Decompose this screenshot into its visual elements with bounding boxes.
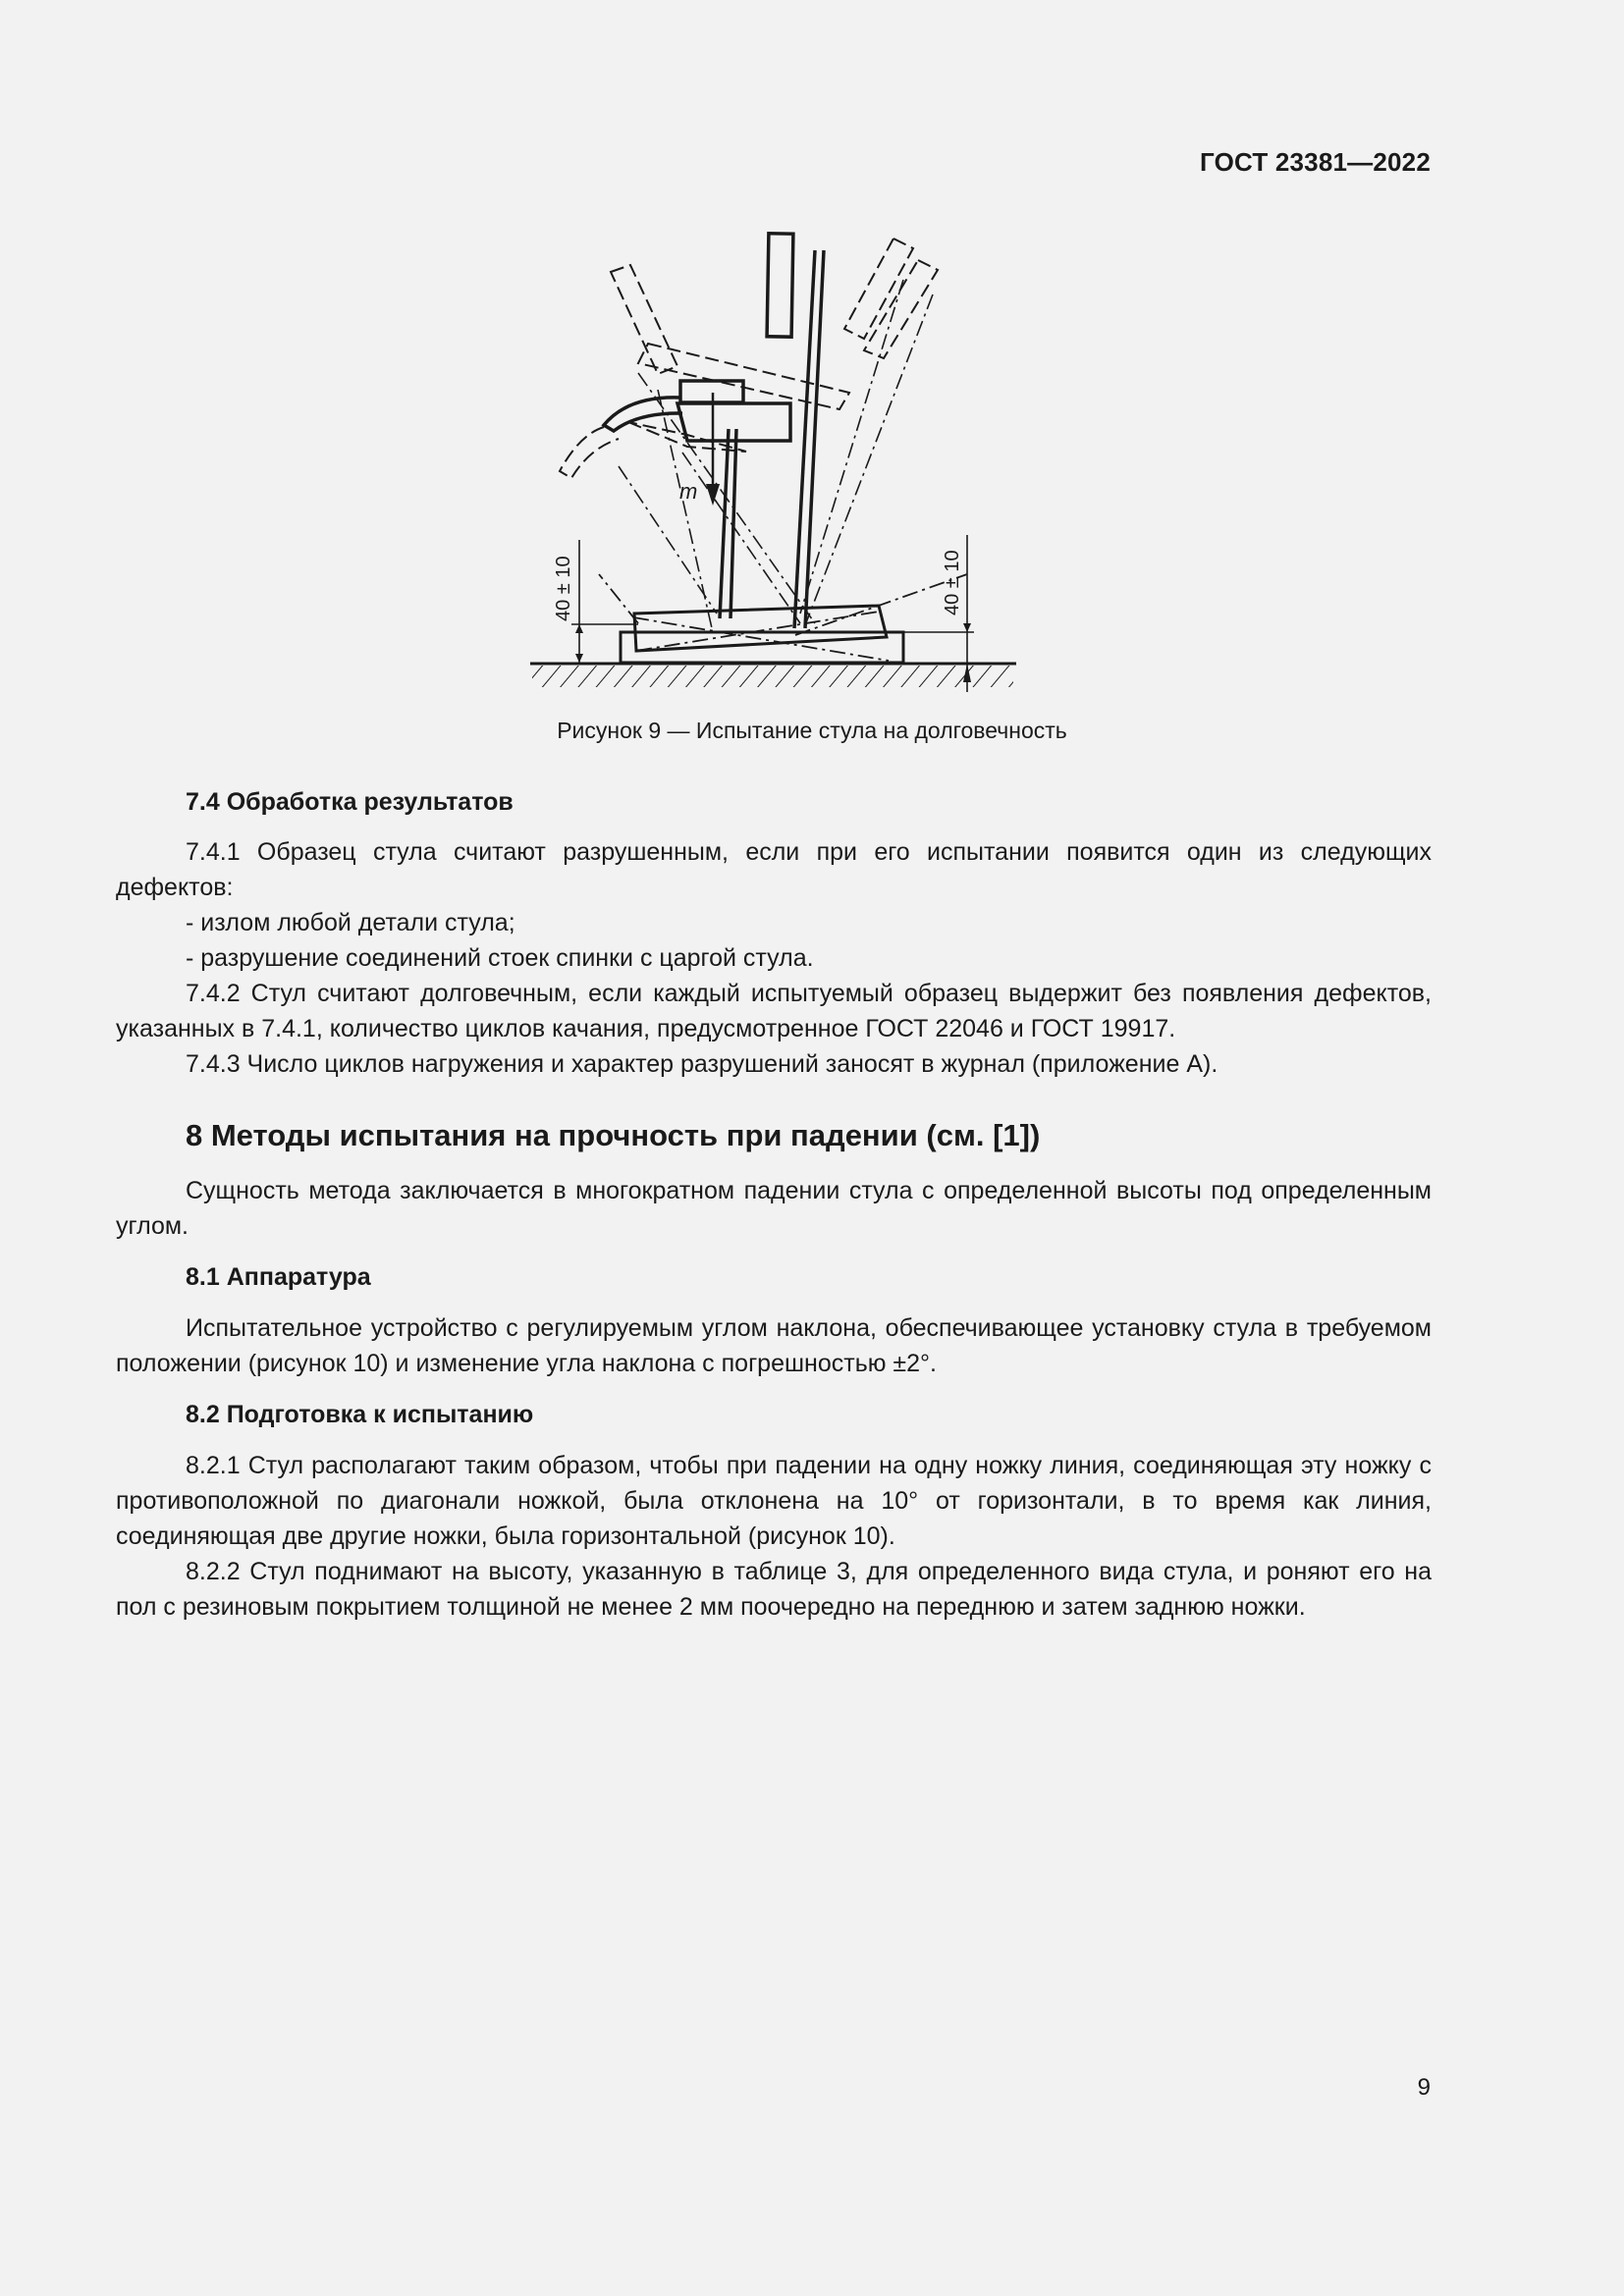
list-item: - излом любой детали стула;: [186, 909, 515, 936]
chair-back: [767, 234, 793, 337]
section-heading: 8.2 Подготовка к испытанию: [186, 1401, 534, 1428]
paragraph: 8.2.1 Стул располагают таким образом, чтобы при падении на одну ножку линия, соединяющая эту ножку с противоположной по диагонали ножкой, была отклонена на 10° от горизонтали, в то время как линия, соединяющая две другие ножки, была горизонтальной (рисунок 10).: [116, 1452, 1432, 1550]
paragraph: 7.4.2 Стул считают долговечным, если каждый испытуемый образец выдержит без появления дефектов, указанных в 7.4.1, количество циклов качания, предусмотренное ГОСТ 22046 и ГОСТ 19917.: [116, 980, 1432, 1042]
section-heading: 7.4 Обработка результатов: [186, 788, 514, 816]
section-8: [116, 1118, 1432, 1625]
list-item: - разрушение соединений стоек спинки с царгой стула.: [186, 944, 814, 972]
section-7-4: [116, 784, 1432, 1082]
base-platform: [621, 632, 903, 663]
paragraph: Испытательное устройство с регулируемым углом наклона, обеспечивающее установку стула в требуемом положении (рисунок 10) и изменение угла наклона с погрешностью ±2°.: [116, 1314, 1432, 1377]
paragraph: 7.4.1 Образец стула считают разрушенным, если при его испытании появится один из следующих дефектов:: [116, 838, 1432, 901]
figure-chair-durability-test: [520, 221, 1031, 707]
dim-left: 40 ± 10: [553, 556, 574, 621]
document-header: ГОСТ 23381—2022: [1200, 147, 1431, 177]
dim-right: 40 ± 10: [942, 550, 963, 615]
paragraph: 7.4.3 Число циклов нагружения и характер разрушений заносят в журнал (приложение А).: [186, 1050, 1218, 1078]
figure-caption: Рисунок 9 — Испытание стула на долговечность: [557, 718, 1067, 743]
section-heading: 8 Методы испытания на прочность при падении (см. [1]): [186, 1118, 1041, 1152]
chair-seat: [677, 403, 790, 441]
rocking-board: [634, 606, 887, 651]
paragraph: 8.2.2 Стул поднимают на высоту, указанную в таблице 3, для определенного вида стула, и роняют его на пол с резиновым покрытием толщиной не менее 2 мм поочередно на переднюю и затем заднюю ножки.: [116, 1558, 1432, 1621]
page-number: 9: [1417, 2074, 1431, 2101]
section-heading: 8.1 Аппаратура: [186, 1263, 371, 1291]
floor-hatch: [532, 666, 1013, 687]
label-mass: m: [679, 479, 698, 504]
paragraph: Сущность метода заключается в многократном падении стула с определенной высоты под определенным углом.: [116, 1177, 1432, 1240]
